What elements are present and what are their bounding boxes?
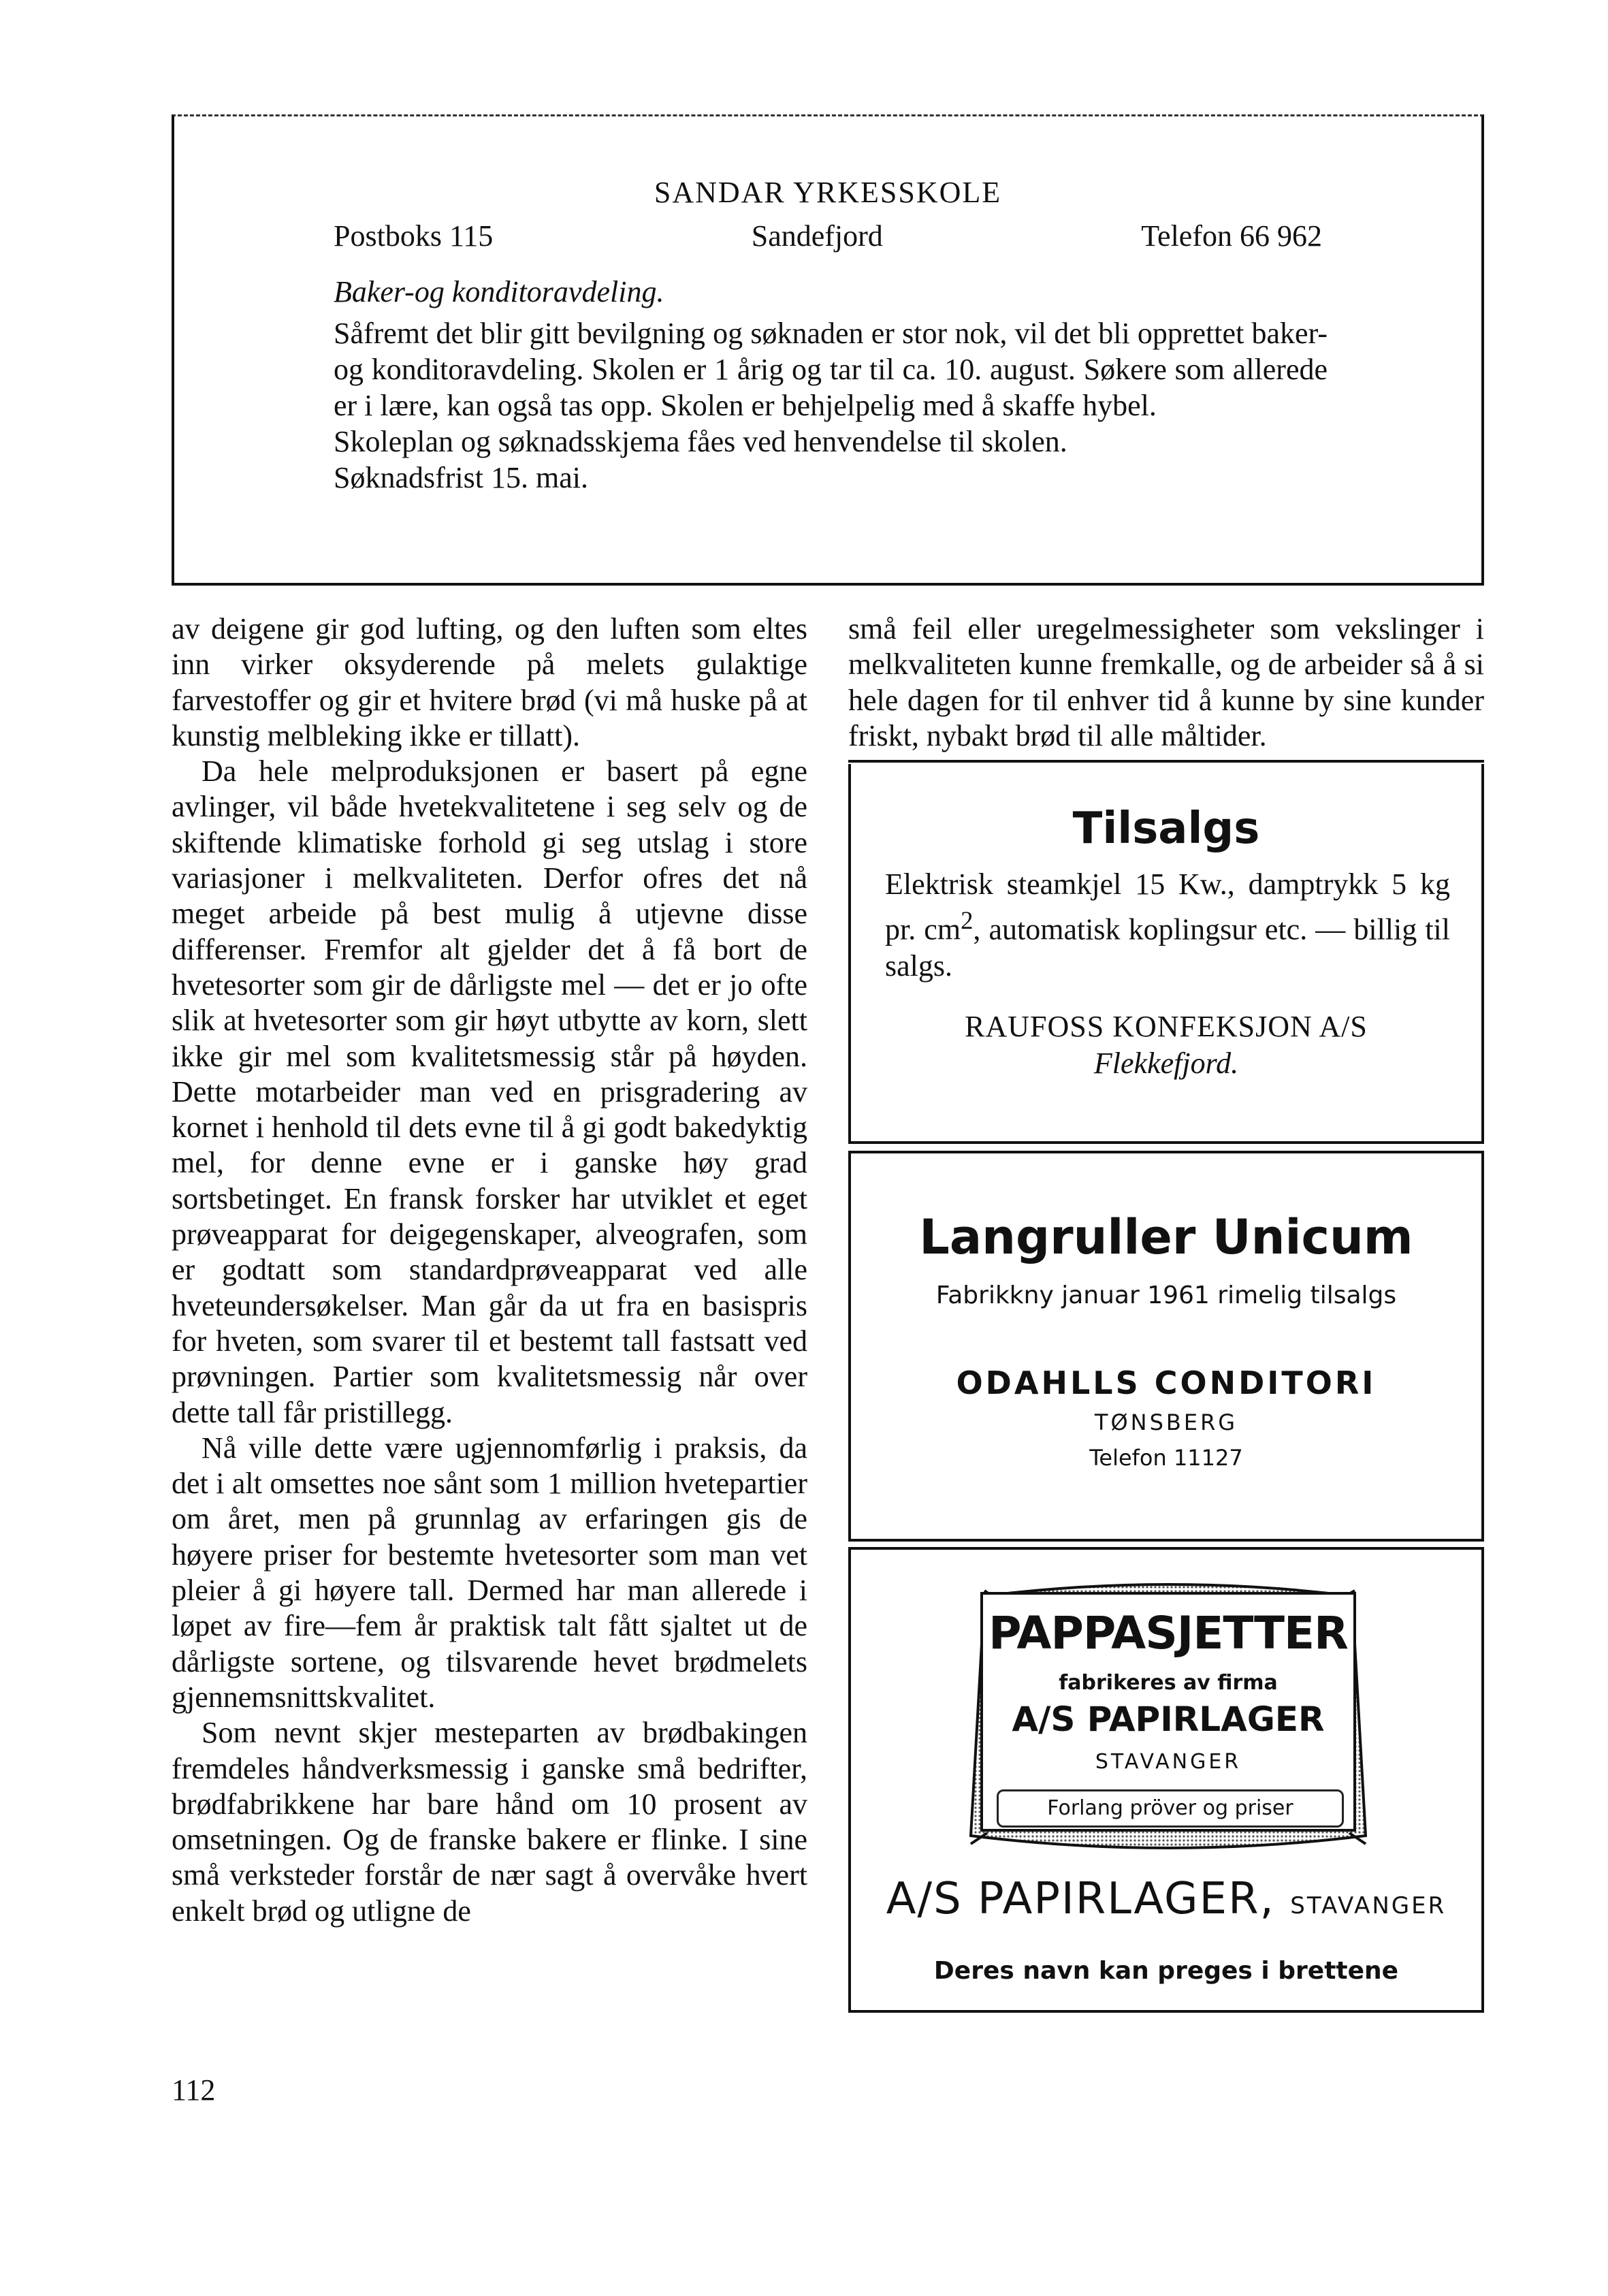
ad-divider: [848, 760, 1484, 763]
school-postbox: Postboks 115: [334, 219, 494, 253]
school-phone: Telefon 66 962: [1141, 219, 1322, 253]
article-column-left: [172, 611, 807, 1929]
article-paragraph: små feil eller uregelmessigheter som vekslinger i melkvaliteten kunne fremkalle, og de arbeider så å si hele dagen for til enhver tid å kunne by sine kunder friskt, nybakt brød til alle måltider.: [848, 612, 1484, 752]
ad-text: [885, 866, 1450, 984]
school-address-line: [334, 219, 1322, 253]
ad-tagline: Deres navn kan preges i brettene: [933, 1957, 1399, 1985]
school-city: Sandefjord: [751, 219, 883, 253]
article-paragraph: av deigene gir god lufting, og den luften som eltes inn virker oksyderende på melets gulaktige farvestoffer og gir et hvitere brød (vi må huske på at kunstig melbleking ikke er tillatt).: [172, 612, 807, 752]
ad-city: TØNSBERG: [1094, 1409, 1238, 1435]
school-paragraph: Såfremt det blir gitt bevilgning og søknaden er stor nok, vil det bli opprettet baker- og konditoravdeling. Skolen er 1 årig og tar til ca. 10. august. Søkere som allerede er i lære, kan også tas opp. Skolen er behjelpelig med å skaffe hybel.: [334, 317, 1328, 422]
ad-title: Langruller Unicum: [919, 1209, 1413, 1265]
ad-divider: [848, 1539, 1484, 1542]
ad-divider: [848, 1141, 1484, 1144]
ad-phone: Telefon 11127: [1089, 1445, 1243, 1471]
ad-papirlager: [848, 1550, 1484, 2010]
carton-brand: PAPPASJETTER: [988, 1607, 1348, 1659]
carton-company: A/S PAPIRLAGER: [1012, 1700, 1325, 1739]
ad-company: RAUFOSS KONFEKSJON A/S: [965, 1010, 1368, 1043]
school-name: SANDAR YRKESSKOLE: [654, 176, 1002, 209]
ad-company-city: STAVANGER: [1290, 1892, 1447, 1919]
school-paragraph: Søknadsfrist 15. mai.: [334, 461, 588, 494]
article-paragraph: Da hele melproduksjonen er basert på egne avlinger, vil både hvetekvalitetene i seg selv og de skiftende klimatiske forhold gi seg utslag i store variasjoner i melkvaliteten. Derfor ofres det nå meget arbeide på best mulig å utjevne disse differenser. Fremfor alt gjelder det å få bort de hvetesorter som gir de dårligste mel — det er jo ofte slik at hvetesorter som gir høyt utbytte av korn, slett ikke gir mel som kvalitetsmessig står på høyden. Dette motarbeider man ved en prisgradering av kornet i henhold til dets evne til å gi godt bakedyktig mel, for denne evne er i ganske høy grad sortsbetinget. En fransk forsker har utviklet et eget prøveapparat for deigegenskaper, alveografen, som er godtatt som standardprøveapparat ved alle hveteundersøkelser. Man går da ut fra en basispris for hveten, som svarer til et bestemt tall fastsatt ved prøvningen. Partier som kvalitetsmessig når over dette tall får pristillegg.: [172, 754, 807, 1429]
carton-city: STAVANGER: [1095, 1750, 1242, 1774]
page-number: 112: [172, 2073, 216, 2107]
article-column-right: [848, 611, 1484, 754]
ad-company-name: A/S PAPIRLAGER,: [886, 1874, 1275, 1924]
ad-superscript: 2: [961, 906, 974, 934]
ad-text-part: Elektrisk steamkjel 15 Kw., damptrykk 5 kg pr. cm: [885, 867, 1450, 946]
carton-panel: [980, 1592, 1356, 1832]
ad-company: [851, 1874, 1481, 1924]
ad-langruller: [848, 1153, 1484, 1539]
school-notice-box: [172, 114, 1484, 586]
ad-tilsalgs: [848, 764, 1484, 1141]
ad-subtitle: Fabrikkny januar 1961 rimelig tilsalgs: [935, 1281, 1397, 1309]
article-paragraph: Som nevnt skjer mesteparten av brødbakingen fremdeles håndverksmessig i ganske små bedrifter, brødfabrikkene har bare hånd om 10 prosent av omsetningen. Og de franske bakere er flinke. I sine små verksteder forstår de nær sagt å overvåke hvert enkelt brød og utligne de: [172, 1716, 807, 1928]
article-paragraph: Nå ville dette være ugjennomførlig i praksis, da det i alt omsettes noe sånt som 1 million hvetepartier om året, men på grunnlag av erfaringen gis de høyere priser for bestemte hvetesorter som man vet pleier å gi høyere tall. Dermed har man allerede i løpet av fire—fem år praktisk talt fått sjaltet ut de dårligste sortene, og tilsvarende hevet brødmelets gjennemsnittskvalitet.: [172, 1431, 807, 1714]
ad-divider: [848, 2010, 1484, 2013]
ad-title: Tilsalgs: [1072, 803, 1260, 854]
ad-text-part: , automatisk koplingsur etc. — billig til salgs.: [885, 912, 1450, 983]
school-paragraph: Skoleplan og søknadsskjema fåes ved henvendelse til skolen.: [334, 425, 1067, 458]
ad-city: Flekkefjord.: [1093, 1047, 1239, 1080]
carton-fabricated-by: fabrikeres av firma: [1059, 1671, 1278, 1695]
school-department: Baker-og konditoravdeling.: [334, 275, 664, 308]
carton-slogan: Forlang pröver og priser: [997, 1789, 1344, 1828]
school-text: [334, 315, 1328, 496]
ad-company: ODAHLLS CONDITORI: [956, 1365, 1377, 1401]
